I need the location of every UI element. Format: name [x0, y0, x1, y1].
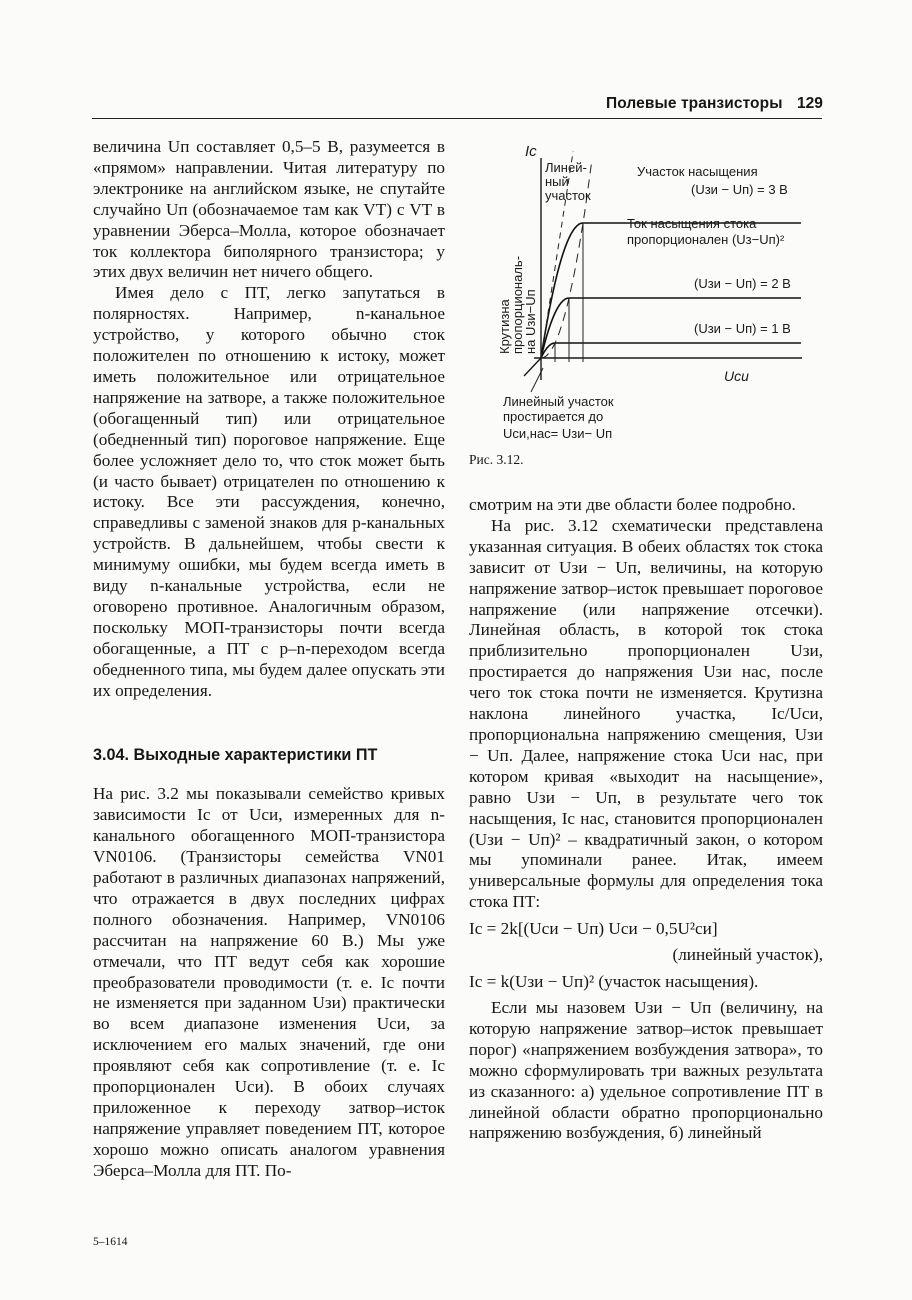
formula-linear: Iс = 2k[(Uси − Uп) Uси − 0,5U²си] [469, 919, 718, 939]
axis-origin-tick [524, 358, 541, 376]
linear-label-3: участок [545, 188, 591, 203]
curve-label-2v: (Uзи − Uп) = 2 В [694, 276, 791, 291]
section-paragraph: На рис. 3.2 мы показывали семейство кривых зависимости Iс от Uси, измеренных для n-канального обогащенного МОП-транзистора VN0106. (Транзисторы семейства VN01 работают в различных диапазонах напряжений, что отражается в двух последних цифрах полного обозначения. Например, VN0106 рассчитан на напряжение 60 В.) Мы уже отмечали, что ПТ ведут себя как хорошие преобразователи проводимости (т. е. Iс почти не изменяется при заданном Uзи) практически во всем диапазоне изменения Uси, за исключением его малых значений, где они проявляют себя как сопротивление (т. е. Iс пропорционален Uси). В обоих случаях приложенное к переходу затвор–исток напряжение управляет поведением ПТ, которое хорошо можно описать аналогом уравнения Эберса–Молла для ПТ. По- [93, 784, 445, 1180]
header-rule [92, 118, 822, 119]
section-heading: 3.04. Выходные характеристики ПТ [93, 746, 378, 765]
formula-linear-note: (линейный участок), [672, 945, 823, 965]
slope-label-1: Крутизна [497, 299, 512, 354]
curve-label-3v: (Uзи − Uп) = 3 В [691, 182, 788, 197]
right-column [469, 495, 823, 1144]
linear-extent-label-2: простирается до [503, 409, 604, 424]
page-number: 129 [797, 95, 823, 112]
curve-label-1v: (Uзи − Uп) = 1 В [694, 321, 791, 336]
linear-extent-label-1: Линейный участок [503, 394, 614, 409]
right-paragraph-2: На рис. 3.12 схематически представлена указанная ситуация. В обеих областях ток стока зависит от Uзи − Uп, величины, на которую напряжение затвор–исток превышает пороговое напряжение (или напряжение отсечки). Линейная область, в которой ток стока приблизительно пропорционален Uзи, простирается до напряжения Uзи нас, после чего ток стока почти не изменяется. Крутизна наклона линейного участка, Iс/Uси, пропорциональна напряжению смещения, Uзи − Uп. Далее, напряжение стока Uси нас, при котором кривая «выходит на насыщение», равно Uзи − Uп, в результате чего ток насыщения, Iс нас, становится пропорционален (Uзи − Uп)² – квадратичный закон, о котором мы упоминали ранее. Итак, имеем универсальные формулы для определения тока стока ПТ: [469, 515, 823, 912]
saturation-current-label-1: Ток насыщения стока [627, 216, 757, 231]
linear-label-1: Линей- [545, 160, 587, 175]
linear-label-2: ный [545, 174, 569, 189]
linear-extent-label-3: Uси,нас= Uзи− Uп [503, 426, 613, 441]
formula-saturation: Iс = k(Uзи − Uп)² (участок насыщения). [469, 972, 759, 992]
slope-label-2: пропорциональ- [510, 255, 525, 354]
curve-1 [541, 343, 801, 358]
figure-3-12 [469, 136, 814, 452]
running-title: Полевые транзисторы [606, 95, 783, 112]
left-paragraph-1: величина Uп составляет 0,5–5 В, разумеется в «прямом» направлении. Читая литературу по электронике на английском языке, не спутайте случайно Uп (обозначаемое там как VT) с VT в уравнении Эберса–Молла, которое обозначает ток коллектора биполярного транзистора; у этих двух величин нет ничего общего. [93, 137, 445, 282]
saturation-current-label-2: пропорционален (Uз−Uп)² [627, 232, 785, 247]
y-axis-label: Iс [525, 143, 537, 160]
saturation-region-label: Участок насыщения [637, 164, 758, 179]
left-paragraph-2: Имея дело с ПТ, легко запутаться в полярностях. Например, n-канальное устройство, у которого обычно сток положителен по отношению к истоку, может иметь положительное или отрицательное напряжение на затворе, а также положительное (обогащенный тип) или отрицательное (обедненный тип) пороговое напряжение. Еще более усложняет дело то, что сток может быть (и часто бывает) отрицателен по отношению к истоку. Все эти рассуждения, конечно, справедливы с заменой знаков для p-канальных устройств. В дальнейшем, чтобы свести к минимуму ошибки, мы будем всегда иметь в виду n-канальные устройства, если не оговорено противное. Аналогичным образом, поскольку МОП-транзисторы почти всегда обогащенные, а ПТ с p–n-переходом всегда обедненного типа, мы будем далее опускать эти их определения. [93, 283, 445, 700]
left-column [93, 137, 445, 1182]
figure-caption: Рис. 3.12. [469, 452, 524, 467]
right-continuation: смотрим на эти две области более подробно. [469, 495, 796, 514]
slope-label-3: на Uзи−Uп [523, 289, 538, 354]
footer-print-code: 5–1614 [93, 1236, 128, 1248]
right-paragraph-3: Если мы назовем Uзи − Uп (величину, на которую напряжение затвор–исток превышает порог) «напряжением возбуждения затвора», то можно сформулировать три важных результата из сказанного: а) удельное сопротивление ПТ в линейной области обратно пропорционально напряжению возбуждения, б) линейный [469, 998, 823, 1143]
x-axis-label: Uси [724, 368, 749, 384]
